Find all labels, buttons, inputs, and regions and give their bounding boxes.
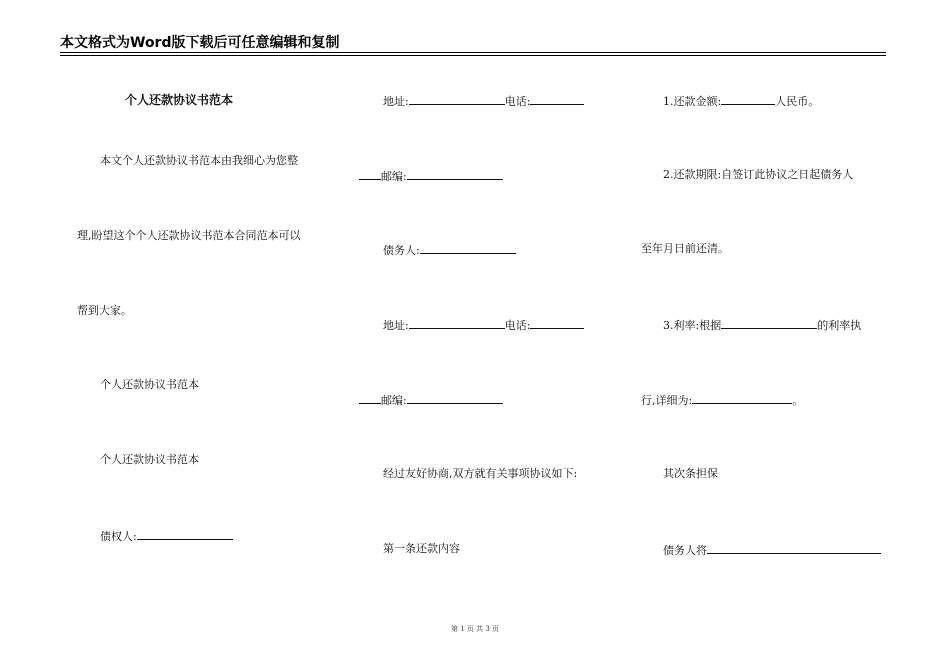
postcode-lead-blank xyxy=(359,168,381,180)
rate-suffix: 的利率执 xyxy=(817,319,862,332)
header-rule-thin xyxy=(60,55,886,56)
section-heading-2: 个人还款协议书范本 xyxy=(100,453,199,466)
address2-blank xyxy=(409,317,505,329)
document-title: 个人还款协议书范本 xyxy=(125,93,234,107)
intro-line-1: 本文个人还款协议书范本由我细心为您整 xyxy=(100,154,298,167)
rate-line xyxy=(663,317,861,333)
debtor-address-line xyxy=(383,317,584,333)
exec-prefix: 行,详细为: xyxy=(641,394,693,407)
creditor-label: 债权人: xyxy=(100,530,137,543)
rate-blank xyxy=(721,317,817,329)
exec-blank xyxy=(692,392,792,404)
amount-suffix: 人民币。 xyxy=(775,95,820,108)
document-header: 本文格式为Word版下载后可任意编辑和复制 xyxy=(60,35,340,51)
debtor-postcode-line xyxy=(359,392,503,408)
amount-blank xyxy=(721,93,775,105)
term-line-2: 至年月日前还清。 xyxy=(641,242,729,255)
postcode2-label: 邮编: xyxy=(381,394,407,407)
debtor-will-label: 债务人将 xyxy=(663,544,707,557)
debtor-will-blank xyxy=(707,542,881,554)
phone-blank xyxy=(530,93,584,105)
amount-prefix: 1.还款金额: xyxy=(663,95,722,108)
postcode2-blank xyxy=(407,392,503,404)
phone-label: 电话: xyxy=(504,95,531,108)
intro-line-2: 理,盼望这个个人还款协议书范本合同范本可以 xyxy=(77,229,301,242)
article-1-heading: 第一条还款内容 xyxy=(383,542,460,555)
address2-label: 地址: xyxy=(383,319,409,332)
debtor-label: 债务人: xyxy=(383,244,420,257)
postcode2-lead-blank xyxy=(359,392,381,404)
header-rule-thick xyxy=(60,52,886,53)
postcode-blank xyxy=(407,168,503,180)
creditor-line xyxy=(100,528,233,544)
postcode-label: 邮编: xyxy=(381,170,407,183)
address-blank xyxy=(409,93,505,105)
section-heading-1: 个人还款协议书范本 xyxy=(100,378,199,391)
article-2-heading: 其次条担保 xyxy=(663,467,718,480)
agreement-line: 经过友好协商,双方就有关事项协议如下: xyxy=(383,467,578,480)
phone2-blank xyxy=(530,317,584,329)
exec-line xyxy=(641,392,803,408)
debtor-will-line xyxy=(663,542,881,558)
rate-prefix: 3.利率:根据 xyxy=(663,319,722,332)
creditor-address-line xyxy=(383,93,584,109)
amount-line xyxy=(663,93,819,109)
creditor-postcode-line xyxy=(359,168,503,184)
debtor-line xyxy=(383,242,516,258)
exec-suffix: 。 xyxy=(792,394,804,407)
debtor-blank xyxy=(420,242,516,254)
page-footer: 第 1 页 共 3 页 xyxy=(450,625,500,633)
intro-line-3: 帮到大家。 xyxy=(77,304,132,317)
term-line-1: 2.还款期限:自签订此协议之日起债务人 xyxy=(663,168,854,181)
phone2-label: 电话: xyxy=(504,319,531,332)
creditor-blank xyxy=(137,528,233,540)
address-label: 地址: xyxy=(383,95,409,108)
